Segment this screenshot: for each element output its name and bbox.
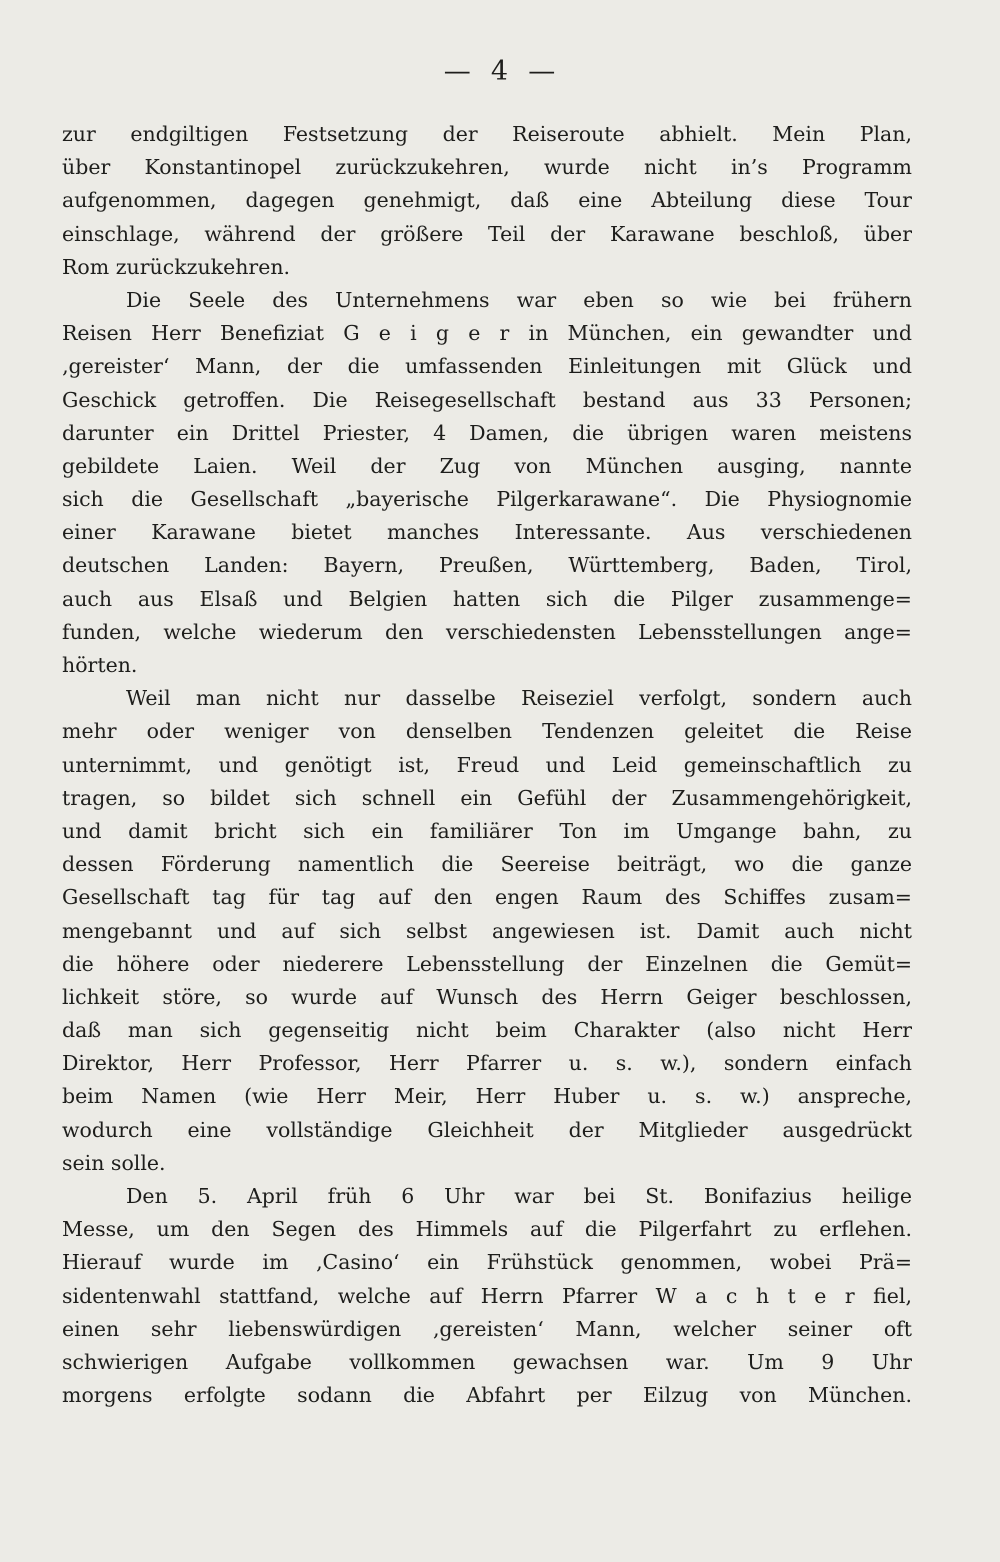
text-line: morgens erfolgte sodann die Abfahrt per Eilzug von München. — [62, 1383, 912, 1408]
text-line: Rom zurückzukehren. — [62, 254, 291, 279]
text-line: Weil man nicht nur dasselbe Reiseziel verfolgt, sondern auch — [126, 686, 912, 711]
text-line: dessen Förderung namentlich die Seereise beiträgt, wo die ganze — [62, 852, 912, 877]
text-line: einschlage, während der größere Teil der Karawane beschloß, über — [62, 221, 912, 246]
text-line: beim Namen (wie Herr Meir, Herr Huber u. s. w.) anspreche, — [62, 1084, 912, 1109]
text-line: funden, welche wiederum den verschiedensten Lebensstellungen ange= — [62, 619, 912, 644]
text-line: Hierauf wurde im ‚Casino‘ ein Frühstück genommen, wobei Prä= — [62, 1250, 912, 1275]
text-line: sich die Gesellschaft „bayerische Pilgerkarawane“. Die Physiognomie — [62, 487, 912, 512]
paragraph — [62, 118, 912, 284]
text-line: Den 5. April früh 6 Uhr war bei St. Bonifazius heilige — [126, 1184, 912, 1208]
text-line: und damit bricht sich ein familiärer Ton im Umgange bahn, zu — [62, 818, 912, 843]
text-line: schwierigen Aufgabe vollkommen gewachsen war. Um 9 Uhr — [62, 1349, 912, 1374]
paragraph — [62, 284, 912, 682]
text-line: deutschen Landen: Bayern, Preußen, Württemberg, Baden, Tirol, — [62, 553, 912, 578]
text-line: darunter ein Drittel Priester, 4 Damen, die übrigen waren meistens — [62, 420, 912, 445]
text-line: unternimmt, und genötigt ist, Freud und Leid gemeinschaftlich zu — [62, 752, 912, 777]
text-line: einer Karawane bietet manches Interessante. Aus verschiedenen — [62, 520, 912, 545]
text-line: sidentenwahl stattfand, welche auf Herrn Pfarrer W a c h t e r fiel, — [62, 1283, 912, 1308]
text-line: Geschick getroffen. Die Reisegesellschaft bestand aus 33 Personen; — [62, 387, 912, 412]
text-line: die höhere oder niederere Lebensstellung der Einzelnen die Gemüt= — [62, 951, 912, 976]
text-line: hörten. — [62, 653, 138, 677]
text-line: mengebannt und auf sich selbst angewiesen ist. Damit auch nicht — [62, 918, 912, 943]
text-line: Direktor, Herr Professor, Herr Pfarrer u. s. w.), sondern einfach — [62, 1051, 912, 1076]
paragraph — [62, 682, 912, 1180]
text-line: tragen, so bildet sich schnell ein Gefühl der Zusammengehörigkeit, — [62, 785, 912, 810]
text-line: daß man sich gegenseitig nicht beim Charakter (also nicht Herr — [62, 1018, 912, 1043]
text-line: wodurch eine vollständige Gleichheit der Mitglieder ausgedrückt — [62, 1117, 912, 1142]
text-line: ‚gereister‘ Mann, der die umfassenden Einleitungen mit Glück und — [62, 354, 912, 379]
text-line: Messe, um den Segen des Himmels auf die Pilgerfahrt zu erflehen. — [62, 1217, 912, 1242]
text-line: über Konstantinopel zurückzukehren, wurde nicht in’s Programm — [62, 155, 912, 180]
text-line: lichkeit störe, so wurde auf Wunsch des Herrn Geiger beschlossen, — [62, 984, 912, 1009]
text-line: Die Seele des Unternehmens war eben so wie bei frühern — [126, 287, 912, 312]
text-line: sein solle. — [62, 1150, 166, 1175]
paragraph — [62, 1180, 912, 1412]
text-line: zur endgiltigen Festsetzung der Reiseroute abhielt. Mein Plan, — [62, 122, 912, 146]
text-line: Reisen Herr Benefiziat G e i g e r in München, ein gewandter und — [62, 321, 912, 346]
text-line: Gesellschaft tag für tag auf den engen Raum des Schiffes zusam= — [62, 885, 912, 910]
text-line: einen sehr liebenswürdigen ‚gereisten‘ Mann, welcher seiner oft — [62, 1316, 912, 1341]
text-line: gebildete Laien. Weil der Zug von München ausging, nannte — [62, 453, 912, 478]
text-line: auch aus Elsaß und Belgien hatten sich die Pilger zusammenge= — [62, 586, 912, 611]
page-number-header: — 4 — — [443, 56, 557, 87]
body-text — [62, 118, 912, 1412]
text-line: aufgenommen, dagegen genehmigt, daß eine Abteilung diese Tour — [62, 188, 912, 213]
text-line: mehr oder weniger von denselben Tendenzen geleitet die Reise — [62, 719, 912, 744]
